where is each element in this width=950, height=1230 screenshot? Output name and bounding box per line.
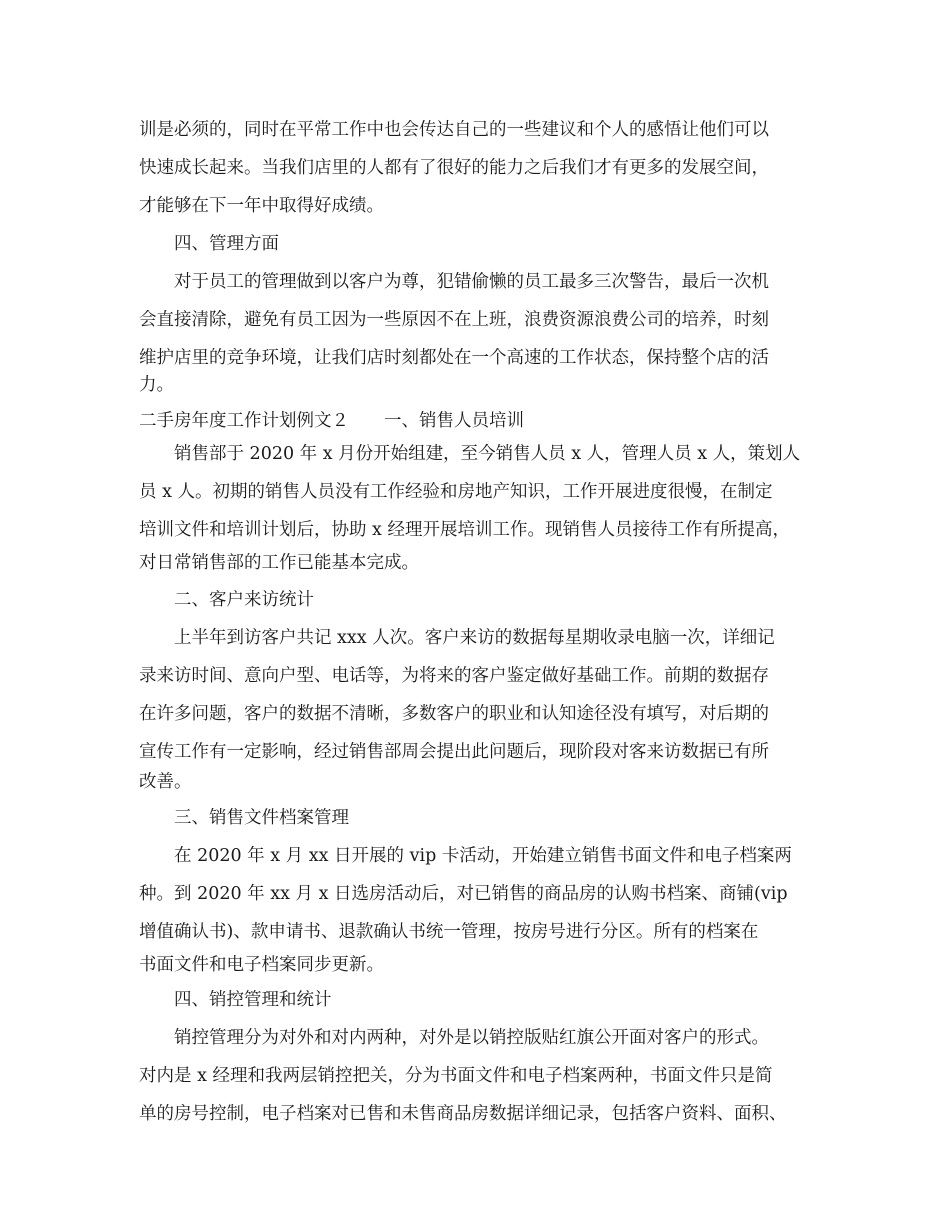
text-line: 会直接清除，避免有员工因为一些原因不在上班，浪费资源浪费公司的培养，时刻: [139, 310, 769, 330]
text-line: 在许多问题，客户的数据不清晰，多数客户的职业和认知途径没有填写，对后期的: [139, 704, 769, 724]
section-heading: 四、销控管理和统计: [174, 990, 332, 1010]
text-line: 对日常销售部的工作已能基本完成。: [139, 553, 419, 573]
text-line: 销控管理分为对外和对内两种，对外是以销控版贴红旗公开面对客户的形式。: [174, 1028, 769, 1048]
text-line: 对内是 x 经理和我两层销控把关，分为书面文件和电子档案两种，书面文件只是简: [139, 1066, 773, 1086]
text-line: 增值确认书)、款申请书、退款确认书统一管理，按房号进行分区。所有的档案在: [139, 922, 759, 942]
text-line: 销售部于 2020 年 x 月份开始组建，至今销售人员 x 人，管理人员 x 人，策划人: [174, 444, 801, 464]
text-line: 训是必须的，同时在平常工作中也会传达自己的一些建议和个人的感悟让他们可以: [139, 120, 769, 140]
text-line: 快速成长起来。当我们店里的人都有了很好的能力之后我们才有更多的发展空间，: [139, 158, 769, 178]
text-line: 员 x 人。初期的销售人员没有工作经验和房地产知识，工作开展进度很慢，在制定: [139, 482, 773, 502]
text-line: 在 2020 年 x 月 xx 日开展的 vip 卡活动，开始建立销售书面文件和电子档案两: [174, 846, 792, 866]
document-title: 二手房年度工作计划例文２ 一、销售人员培训: [139, 411, 524, 431]
text-line: 宣传工作有一定影响，经过销售部周会提出此问题后，现阶段对客来访数据已有所: [139, 742, 769, 762]
section-heading: 二、客户来访统计: [174, 590, 314, 610]
text-line: 书面文件和电子档案同步更新。: [139, 955, 384, 975]
text-line: 单的房号控制，电子档案对已售和未售商品房数据详细记录，包括客户资料、面积、: [139, 1104, 787, 1124]
text-line: 维护店里的竞争环境，让我们店时刻都处在一个高速的工作状态，保持整个店的活: [139, 348, 769, 368]
text-line: 力。: [139, 375, 174, 395]
text-line: 改善。: [139, 772, 192, 792]
text-line: 上半年到访客户共记 xxx 人次。客户来访的数据每星期收录电脑一次，详细记: [174, 628, 775, 648]
text-line: 对于员工的管理做到以客户为尊，犯错偷懒的员工最多三次警告，最后一次机: [174, 272, 769, 292]
text-line: 才能够在下一年中取得好成绩。: [139, 196, 384, 216]
text-line: 种。到 2020 年 xx 月 x 日选房活动后，对已销售的商品房的认购书档案、商铺(vip: [139, 884, 788, 904]
section-heading: 三、销售文件档案管理: [174, 808, 349, 828]
text-line: 培训文件和培训计划后，协助 x 经理开展培训工作。现销售人员接待工作有所提高，: [139, 520, 790, 540]
section-heading: 四、管理方面: [174, 234, 279, 254]
text-line: 录来访时间、意向户型、电话等，为将来的客户鉴定做好基础工作。前期的数据存: [139, 666, 769, 686]
